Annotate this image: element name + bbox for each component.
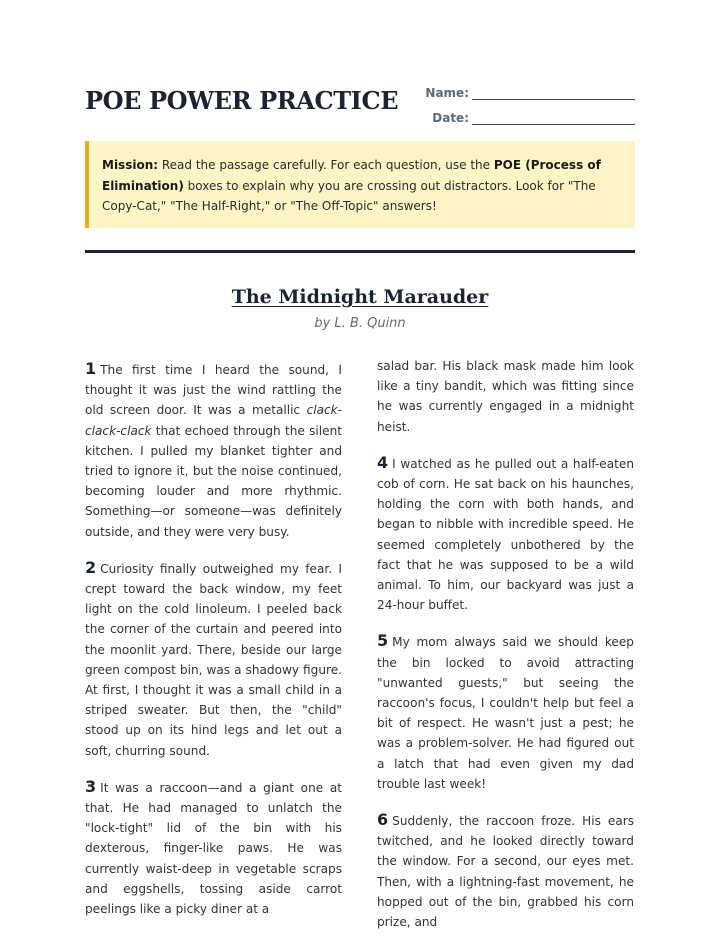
name-field[interactable] <box>425 84 635 109</box>
paragraph-5: 5 My mom always said we should keep the bin locked to avoid attracting "unwanted guests," but seeing the raccoon's focus, I couldn't help but feel a bit of respect. He wasn't just a pest; he was a problem-solver. He had figured out a latch that had even given my dad trouble last week! <box>377 631 634 791</box>
name-label: Name: <box>425 86 469 100</box>
mission-text-2: boxes to explain why you are crossing out distractors. Look for "The Copy-Cat," "The Half-Right," or "The Off-Topic" answers! <box>102 178 596 213</box>
paragraph-number: 6 <box>377 810 389 830</box>
mission-label: Mission: <box>102 158 159 172</box>
student-info-fields <box>425 84 635 134</box>
paragraph-number: 1 <box>85 359 97 378</box>
paragraph-3: 3 It was a raccoon—and a giant one at that. He had managed to unlatch the "lock-tight" lid of the bin with his dexterous, finger-like paws. He was currently waist-deep in vegetable scraps and eggshells, tossing aside carrot peelings like a picky diner at a <box>85 776 342 917</box>
passage-column-right <box>377 356 634 948</box>
section-divider <box>85 250 635 253</box>
paragraph-number: 4 <box>377 452 389 472</box>
story-byline: by L. B. Quinn <box>314 316 406 331</box>
mission-text-1: Read the passage carefully. For each question, use the <box>158 158 494 172</box>
mission-poe-term: POE (Process of Elimination) <box>102 158 601 193</box>
passage-column-left <box>85 359 342 935</box>
paragraph-number: 3 <box>85 776 97 796</box>
paragraph-3-continued: salad bar. His black mask made him look like a tiny bandit, which was fitting since he was currently engaged in a midnight heist. <box>377 359 634 434</box>
paragraph-number: 5 <box>377 631 389 651</box>
date-line[interactable] <box>472 124 635 125</box>
date-label: Date: <box>432 111 469 125</box>
worksheet-header <box>85 84 635 134</box>
paragraph-number: 2 <box>85 557 97 577</box>
paragraph-6: 6 Suddenly, the raccoon froze. His ears twitched, and he looked directly toward the window. For a second, our eyes met. Then, with a lightning-fast movement, he hopped out of the bin, grabbed his corn prize, and <box>377 810 634 930</box>
paragraph-1: 1 The first time I heard the sound, I thought it was just the wind rattling the old screen door. It was a metallic clack-clack-clack that echoed through the silent kitchen. I pulled my blanket tighter and tried to ignore it, but the noise continued, becoming louder and more rhythmic. Something—or someone—was definitely outside, and they were very busy. <box>85 359 342 539</box>
worksheet-title: POE POWER PRACTICE <box>85 86 399 115</box>
name-line[interactable] <box>472 99 635 100</box>
story-title: The Midnight Marauder <box>231 286 489 308</box>
date-field[interactable] <box>425 109 635 134</box>
paragraph-4: 4 I watched as he pulled out a half-eaten cob of corn. He sat back on his haunches, holding the corn with both hands, and began to nibble with incredible speed. He seemed completely unbothered by the fact that he was supposed to be a wild animal. To him, our backyard was just a 24-hour buffet. <box>377 452 634 613</box>
mission-box <box>85 141 635 228</box>
paragraph-2: 2 Curiosity finally outweighed my fear. I crept toward the back window, my feet light on the cold linoleum. I peeled back the corner of the curtain and peered into the moonlit yard. There, beside our large green compost bin, was a shadowy figure. At first, I thought it was a small child in a striped sweater. But then, the "child" stood up on its hind legs and let out a soft, churring sound. <box>85 557 342 758</box>
